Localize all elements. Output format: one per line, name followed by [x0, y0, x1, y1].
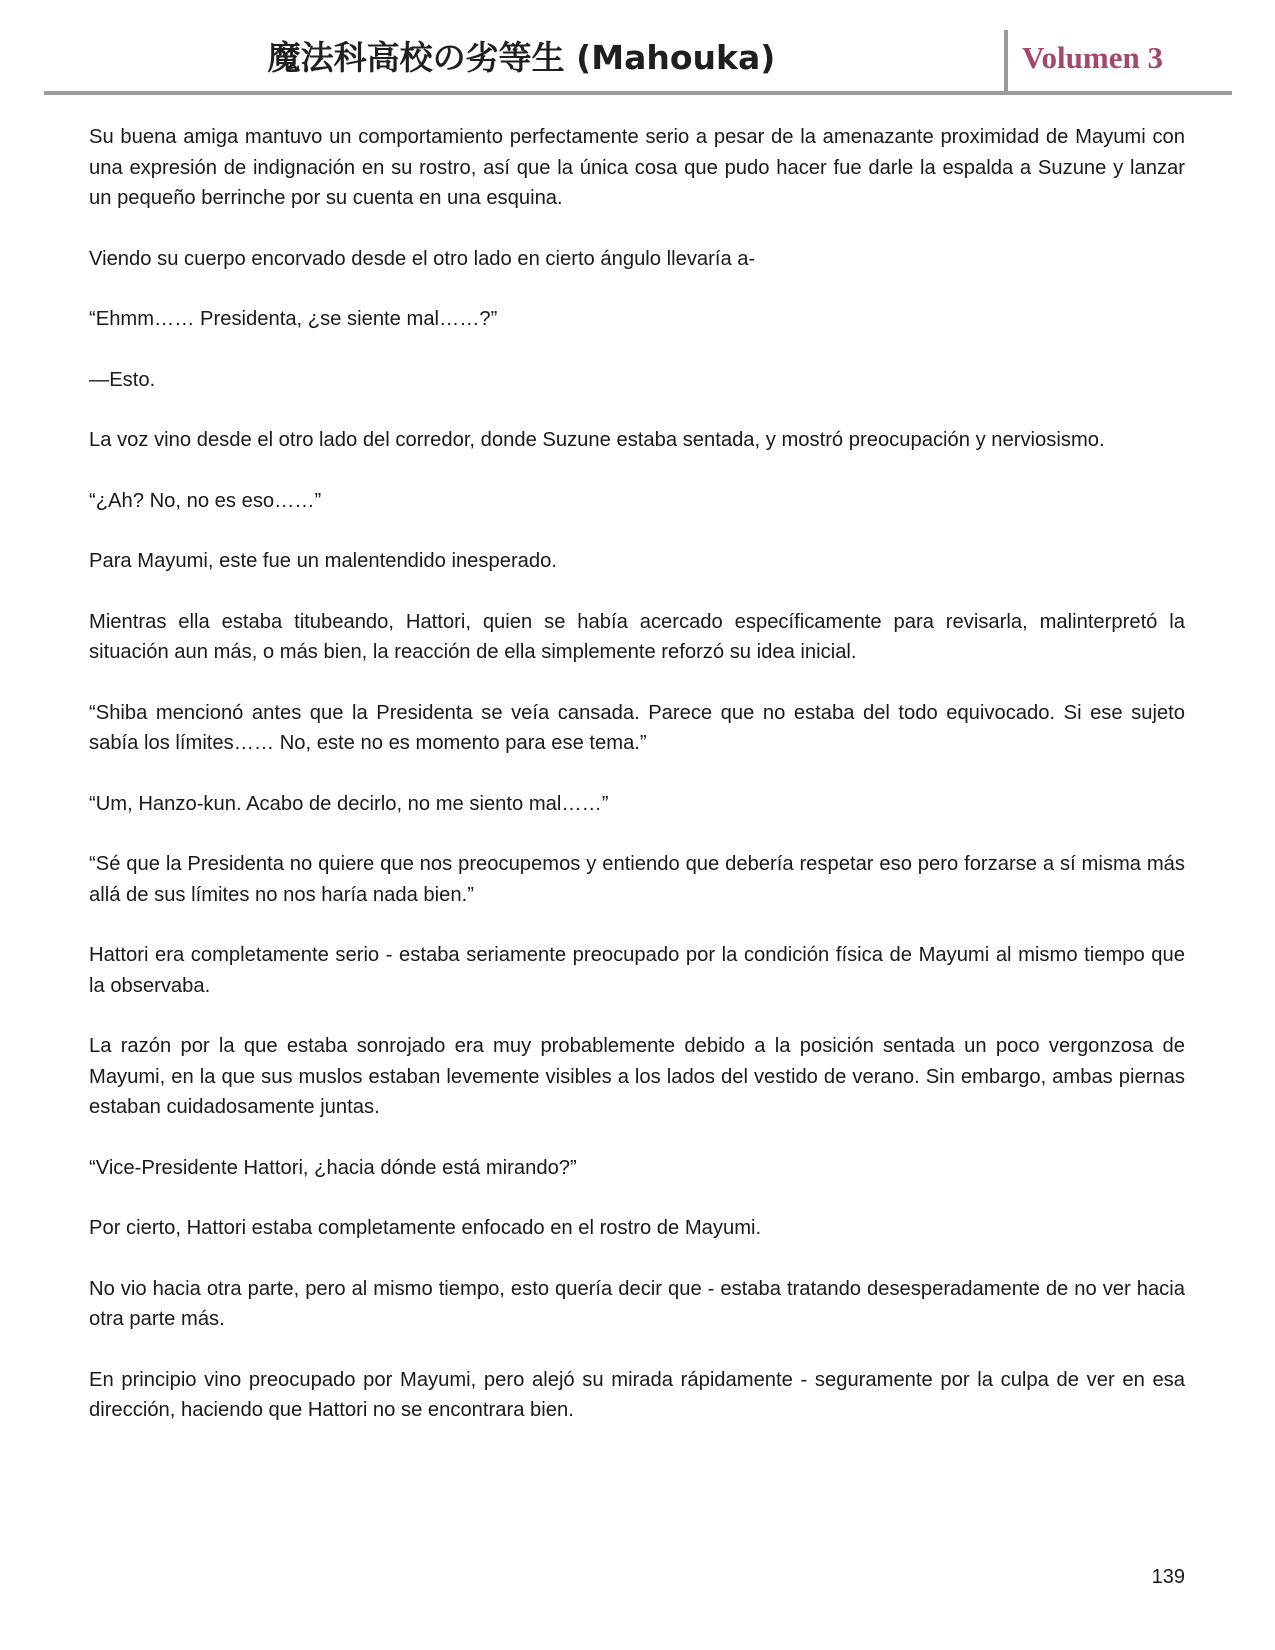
- paragraph: La voz vino desde el otro lado del corredor, donde Suzune estaba sentada, y mostró preocupación y nerviosismo.: [89, 429, 1105, 451]
- page-body: [89, 122, 1185, 1492]
- paragraph: “Shiba mencionó antes que la Presidenta se veía cansada. Parece que no estaba del todo equivocado. Si ese sujeto sabía los límites…… No, este no es momento para ese tema.”: [89, 701, 1185, 754]
- paragraph: La razón por la que estaba sonrojado era muy probablemente debido a la posición sentada un poco vergonzosa de Mayumi, en la que sus muslos estaban levemente visibles a los lados del vestido de verano. Sin embargo, ambas piernas estaban cuidadosamente juntas.: [89, 1035, 1185, 1118]
- paragraph: “Vice-Presidente Hattori, ¿hacia dónde está mirando?”: [89, 1156, 577, 1179]
- book-title: 魔法科高校の劣等生 (Mahouka): [267, 38, 776, 77]
- paragraph: En principio vino preocupado por Mayumi, pero alejó su mirada rápidamente - seguramente por la culpa de ver en esa dirección, haciendo que Hattori no se encontrara bien.: [89, 1368, 1185, 1421]
- volume-label: Volumen 3: [1022, 40, 1163, 75]
- paragraph: Viendo su cuerpo encorvado desde el otro lado en cierto ángulo llevaría a-: [89, 247, 756, 270]
- paragraph: Por cierto, Hattori estaba completamente enfocado en el rostro de Mayumi.: [89, 1217, 762, 1239]
- paragraph: Para Mayumi, este fue un malentendido inesperado.: [89, 550, 557, 572]
- page-number: 139: [1151, 1566, 1185, 1588]
- paragraph: Su buena amiga mantuvo un comportamiento perfectamente serio a pesar de la amenazante proximidad de Mayumi con una expresión de indignación en su rostro, así que la única cosa que pudo hacer fue darle la espalda a Suzune y lanzar un pequeño berrinche por su cuenta en una esquina.: [89, 126, 1185, 209]
- header-rule: [44, 91, 1232, 95]
- paragraph: No vio hacia otra parte, pero al mismo tiempo, esto quería decir que - estaba tratando desesperadamente de no ver hacia otra parte más.: [89, 1277, 1185, 1330]
- paragraph: Hattori era completamente serio - estaba seriamente preocupado por la condición física de Mayumi al mismo tiempo que la observaba.: [89, 944, 1185, 997]
- paragraph: “¿Ah? No, no es eso……”: [89, 489, 322, 512]
- paragraph: “Sé que la Presidenta no quiere que nos preocupemos y entiendo que debería respetar eso pero forzarse a sí misma más allá de sus límites no nos haría nada bien.”: [89, 853, 1185, 906]
- paragraph: “Um, Hanzo-kun. Acabo de decirlo, no me siento mal……”: [89, 792, 609, 815]
- paragraph: “Ehmm…… Presidenta, ¿se siente mal……?”: [89, 308, 498, 330]
- paragraph: —Esto.: [89, 368, 156, 391]
- header-divider: [1004, 30, 1008, 91]
- page-header: [44, 28, 1232, 94]
- paragraph: Mientras ella estaba titubeando, Hattori, quien se había acercado específicamente para revisarla, malinterpretó la situación aun más, o más bien, la reacción de ella simplemente reforzó su idea inicial.: [89, 610, 1185, 663]
